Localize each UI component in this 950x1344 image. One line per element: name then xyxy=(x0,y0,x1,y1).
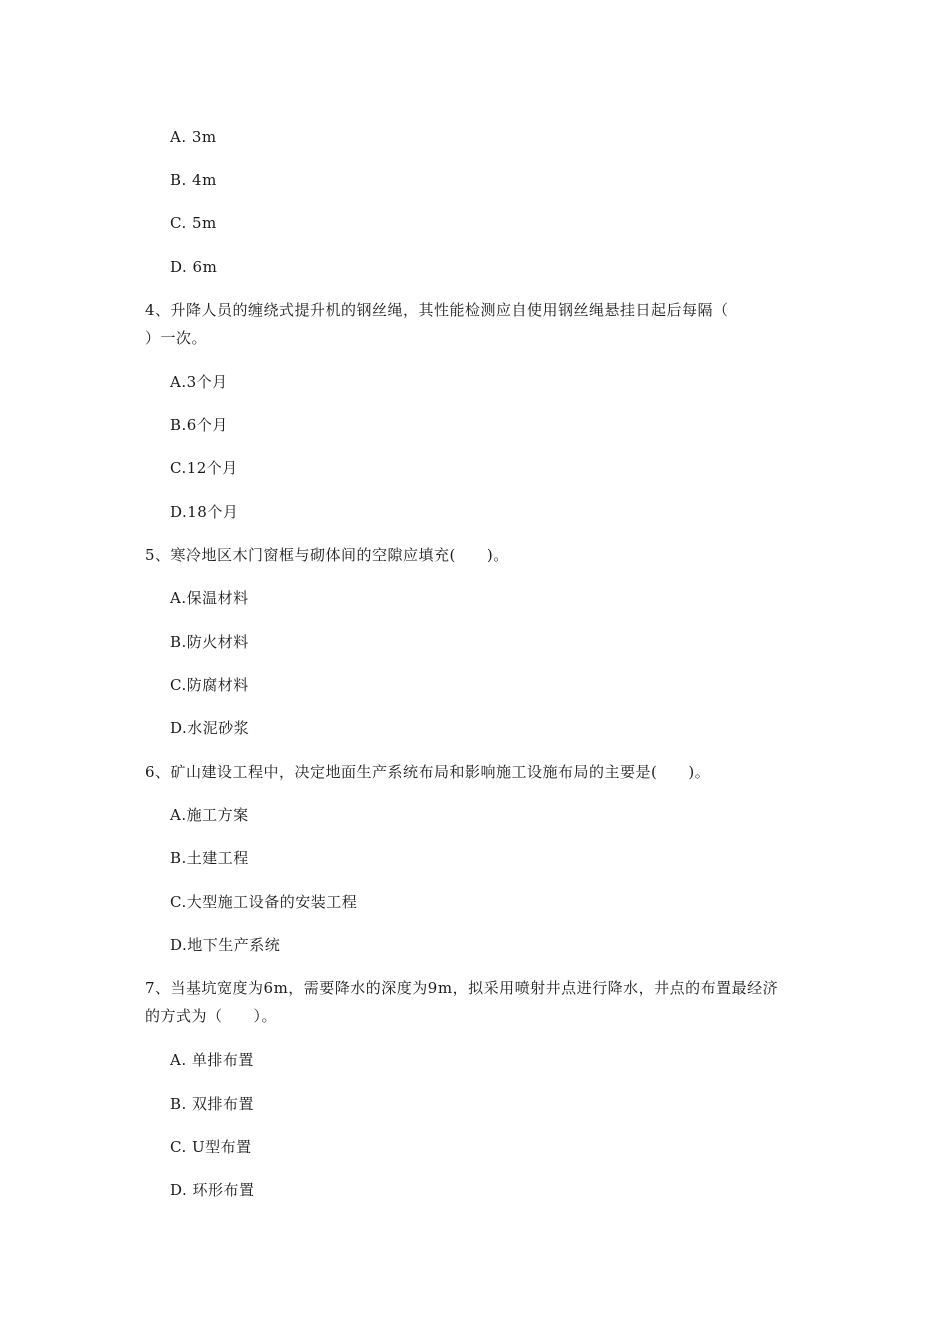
q6-option-a: A.施工方案 xyxy=(170,806,249,824)
q3-option-d: D. 6m xyxy=(170,258,218,276)
q4-option-a: A.3个月 xyxy=(170,373,228,391)
q7-option-b: B. 双排布置 xyxy=(170,1095,255,1113)
q7-option-d: D. 环形布置 xyxy=(170,1181,255,1199)
q6-stem: 6、矿山建设工程中，决定地面生产系统布局和影响施工设施布局的主要是( )。 xyxy=(145,763,711,781)
q4-option-d: D.18个月 xyxy=(170,503,239,521)
q3-option-b: B. 4m xyxy=(170,171,217,189)
q6-option-c: C.大型施工设备的安装工程 xyxy=(170,893,358,911)
q7-stem-line1: 7、当基坑宽度为6m，需要降水的深度为9m，拟采用喷射井点进行降水，井点的布置最经济 xyxy=(145,979,779,997)
q6-option-d: D.地下生产系统 xyxy=(170,936,281,954)
q7-option-a: A. 单排布置 xyxy=(170,1051,254,1069)
q3-option-c: C. 5m xyxy=(170,214,217,232)
q5-option-a: A.保温材料 xyxy=(170,589,249,607)
q7-option-c: C. U型布置 xyxy=(170,1138,252,1156)
q7-stem-line2: 的方式为（ ）。 xyxy=(145,1007,278,1025)
q5-option-c: C.防腐材料 xyxy=(170,676,249,694)
q6-option-b: B.土建工程 xyxy=(170,849,249,867)
q4-stem-line1: 4、升降人员的缠绕式提升机的钢丝绳，其性能检测应自使用钢丝绳悬挂日起后每隔（ xyxy=(145,301,729,319)
q5-option-d: D.水泥砂浆 xyxy=(170,719,250,737)
q4-stem-line2: ）一次。 xyxy=(145,329,208,347)
q4-option-b: B.6个月 xyxy=(170,416,228,434)
q4-option-c: C.12个月 xyxy=(170,459,238,477)
q5-option-b: B.防火材料 xyxy=(170,633,249,651)
q3-option-a: A. 3m xyxy=(170,128,217,146)
q5-stem: 5、寒冷地区木门窗框与砌体间的空隙应填充( )。 xyxy=(145,546,509,564)
